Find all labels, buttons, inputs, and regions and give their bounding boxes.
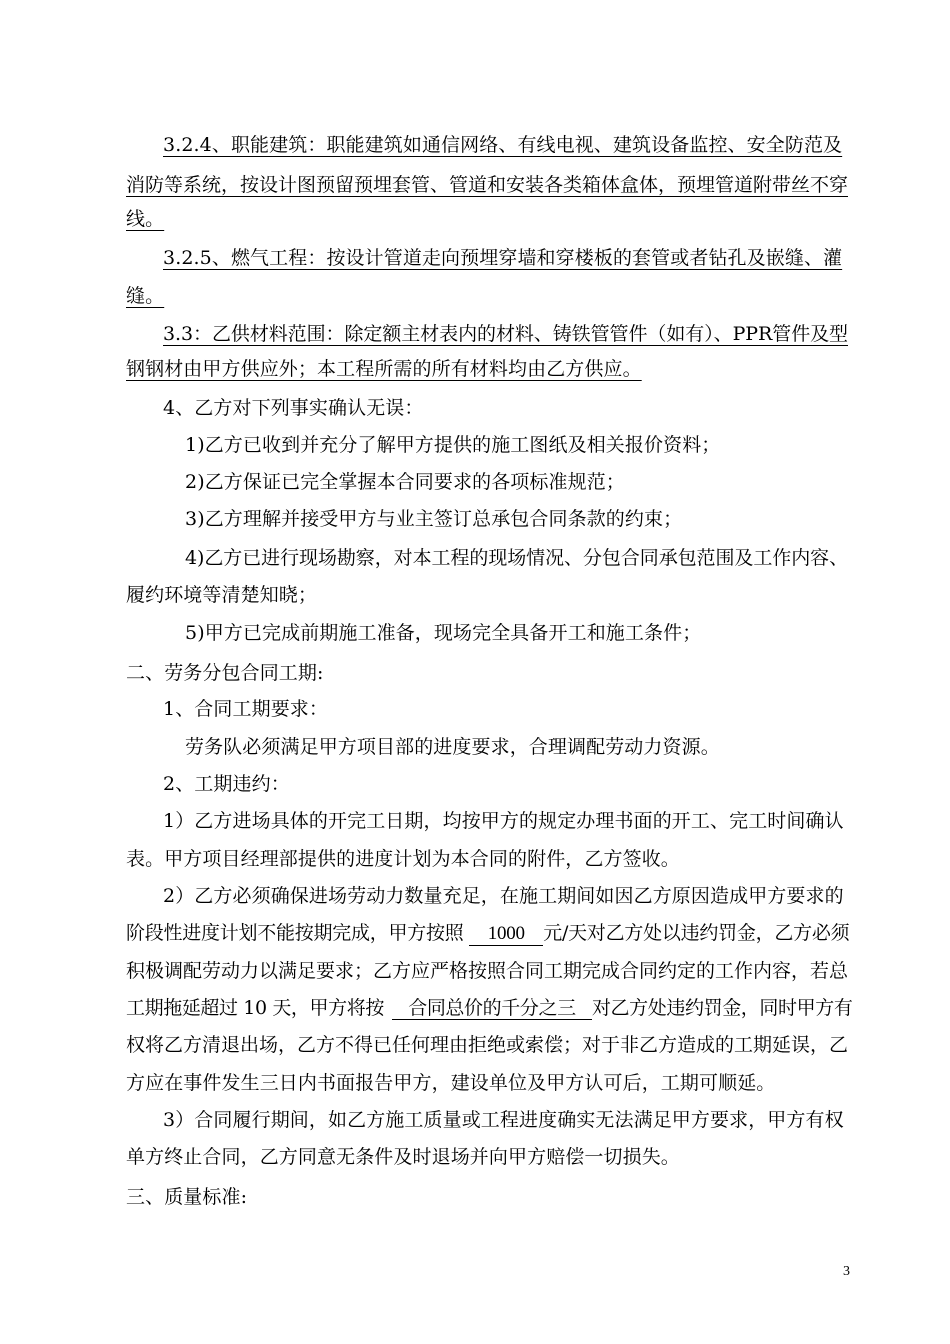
part-2-para-2-line3: 积极调配劳动力以满足要求；乙方应严格按照合同工期完成合同约定的工作内容，若总	[126, 960, 848, 982]
part-2-para-2-line2-b: 元/天对乙方处以违约罚金，乙方必须	[543, 922, 850, 944]
clause-3-3-line1: 3.3：乙供材料范围：除定额主材表内的材料、铸铁管管件（如有）、PPR管件及型	[163, 323, 848, 345]
delay-penalty-rate: 合同总价的千分之三	[392, 997, 592, 1020]
part-2-para-2-line6: 方应在事件发生三日内书面报告甲方，建设单位及甲方认可后，工期可顺延。	[126, 1072, 776, 1094]
part-2-para-1-line1: 1）乙方进场具体的开完工日期，均按甲方的规定办理书面的开工、完工时间确认	[163, 810, 844, 832]
clause-3-2-4-line3: 线。	[126, 208, 165, 230]
clause-3-2-5-line2: 缝。	[126, 285, 165, 307]
part-2-para-2-line4	[126, 995, 852, 1021]
clause-3-2-5-line1: 3.2.5、燃气工程：按设计管道走向预埋穿墙和穿楼板的套管或者钻孔及嵌缝、灌	[163, 247, 843, 269]
part-2-para-2-line5: 权将乙方清退出场，乙方不得已任何理由拒绝或索偿；对于非乙方造成的工期延误，乙	[126, 1034, 848, 1056]
page-number: 3	[843, 1264, 850, 1279]
part-2-para-2-line4-b: 对乙方处违约罚金，同时甲方有	[591, 997, 853, 1019]
part-2-heading: 二、劳务分包合同工期:	[126, 662, 324, 684]
part-2-para-1-line2: 表。甲方项目经理部提供的进度计划为本合同的附件，乙方签收。	[126, 848, 680, 870]
part-2-sub-1-text: 劳务队必须满足甲方项目部的进度要求，合理调配劳动力资源。	[185, 736, 720, 758]
clause-4-item-1: 1)乙方已收到并充分了解甲方提供的施工图纸及相关报价资料；	[185, 434, 721, 456]
clause-4-item-4-line2: 履约环境等清楚知晓；	[126, 584, 318, 606]
part-3-heading: 三、质量标准:	[126, 1186, 248, 1208]
clause-4-item-5: 5)甲方已完成前期施工准备，现场完全具备开工和施工条件；	[185, 622, 702, 644]
part-2-para-2-line2-a: 阶段性进度计划不能按期完成，甲方按照	[126, 922, 464, 944]
clause-4-heading: 4、乙方对下列事实确认无误：	[163, 397, 424, 419]
part-2-para-3-line2: 单方终止合同，乙方同意无条件及时退场并向甲方赔偿一切损失。	[126, 1146, 680, 1168]
clause-3-3-line2: 钢钢材由甲方供应外；本工程所需的所有材料均由乙方供应。	[126, 358, 642, 380]
part-2-para-3-line1: 3）合同履行期间，如乙方施工质量或工程进度确实无法满足甲方要求，甲方有权	[163, 1109, 844, 1131]
part-2-para-2-line1: 2）乙方必须确保进场劳动力数量充足，在施工期间如因乙方原因造成甲方要求的	[163, 885, 844, 907]
clause-4-item-4-line1: 4)乙方已进行现场勘察，对本工程的现场情况、分包合同承包范围及工作内容、	[185, 547, 848, 569]
clause-3-2-4-line2: 消防等系统，按设计图预留预埋套管、管道和安装各类箱体盒体，预埋管道附带丝不穿	[126, 174, 848, 196]
daily-penalty-amount: 1000	[469, 923, 543, 946]
part-2-sub-1: 1、合同工期要求：	[163, 698, 328, 720]
clause-3-2-4-line1: 3.2.4、职能建筑：职能建筑如通信网络、有线电视、建筑设备监控、安全防范及	[163, 134, 843, 156]
clause-4-item-3: 3)乙方理解并接受甲方与业主签订总承包合同条款的约束；	[185, 508, 683, 530]
part-2-sub-2: 2、工期违约：	[163, 773, 290, 795]
clause-4-item-2: 2)乙方保证已完全掌握本合同要求的各项标准规范；	[185, 471, 625, 493]
part-2-para-2-line2	[126, 920, 849, 946]
part-2-para-2-line4-a: 工期拖延超过 10 天，甲方将按	[126, 997, 384, 1019]
